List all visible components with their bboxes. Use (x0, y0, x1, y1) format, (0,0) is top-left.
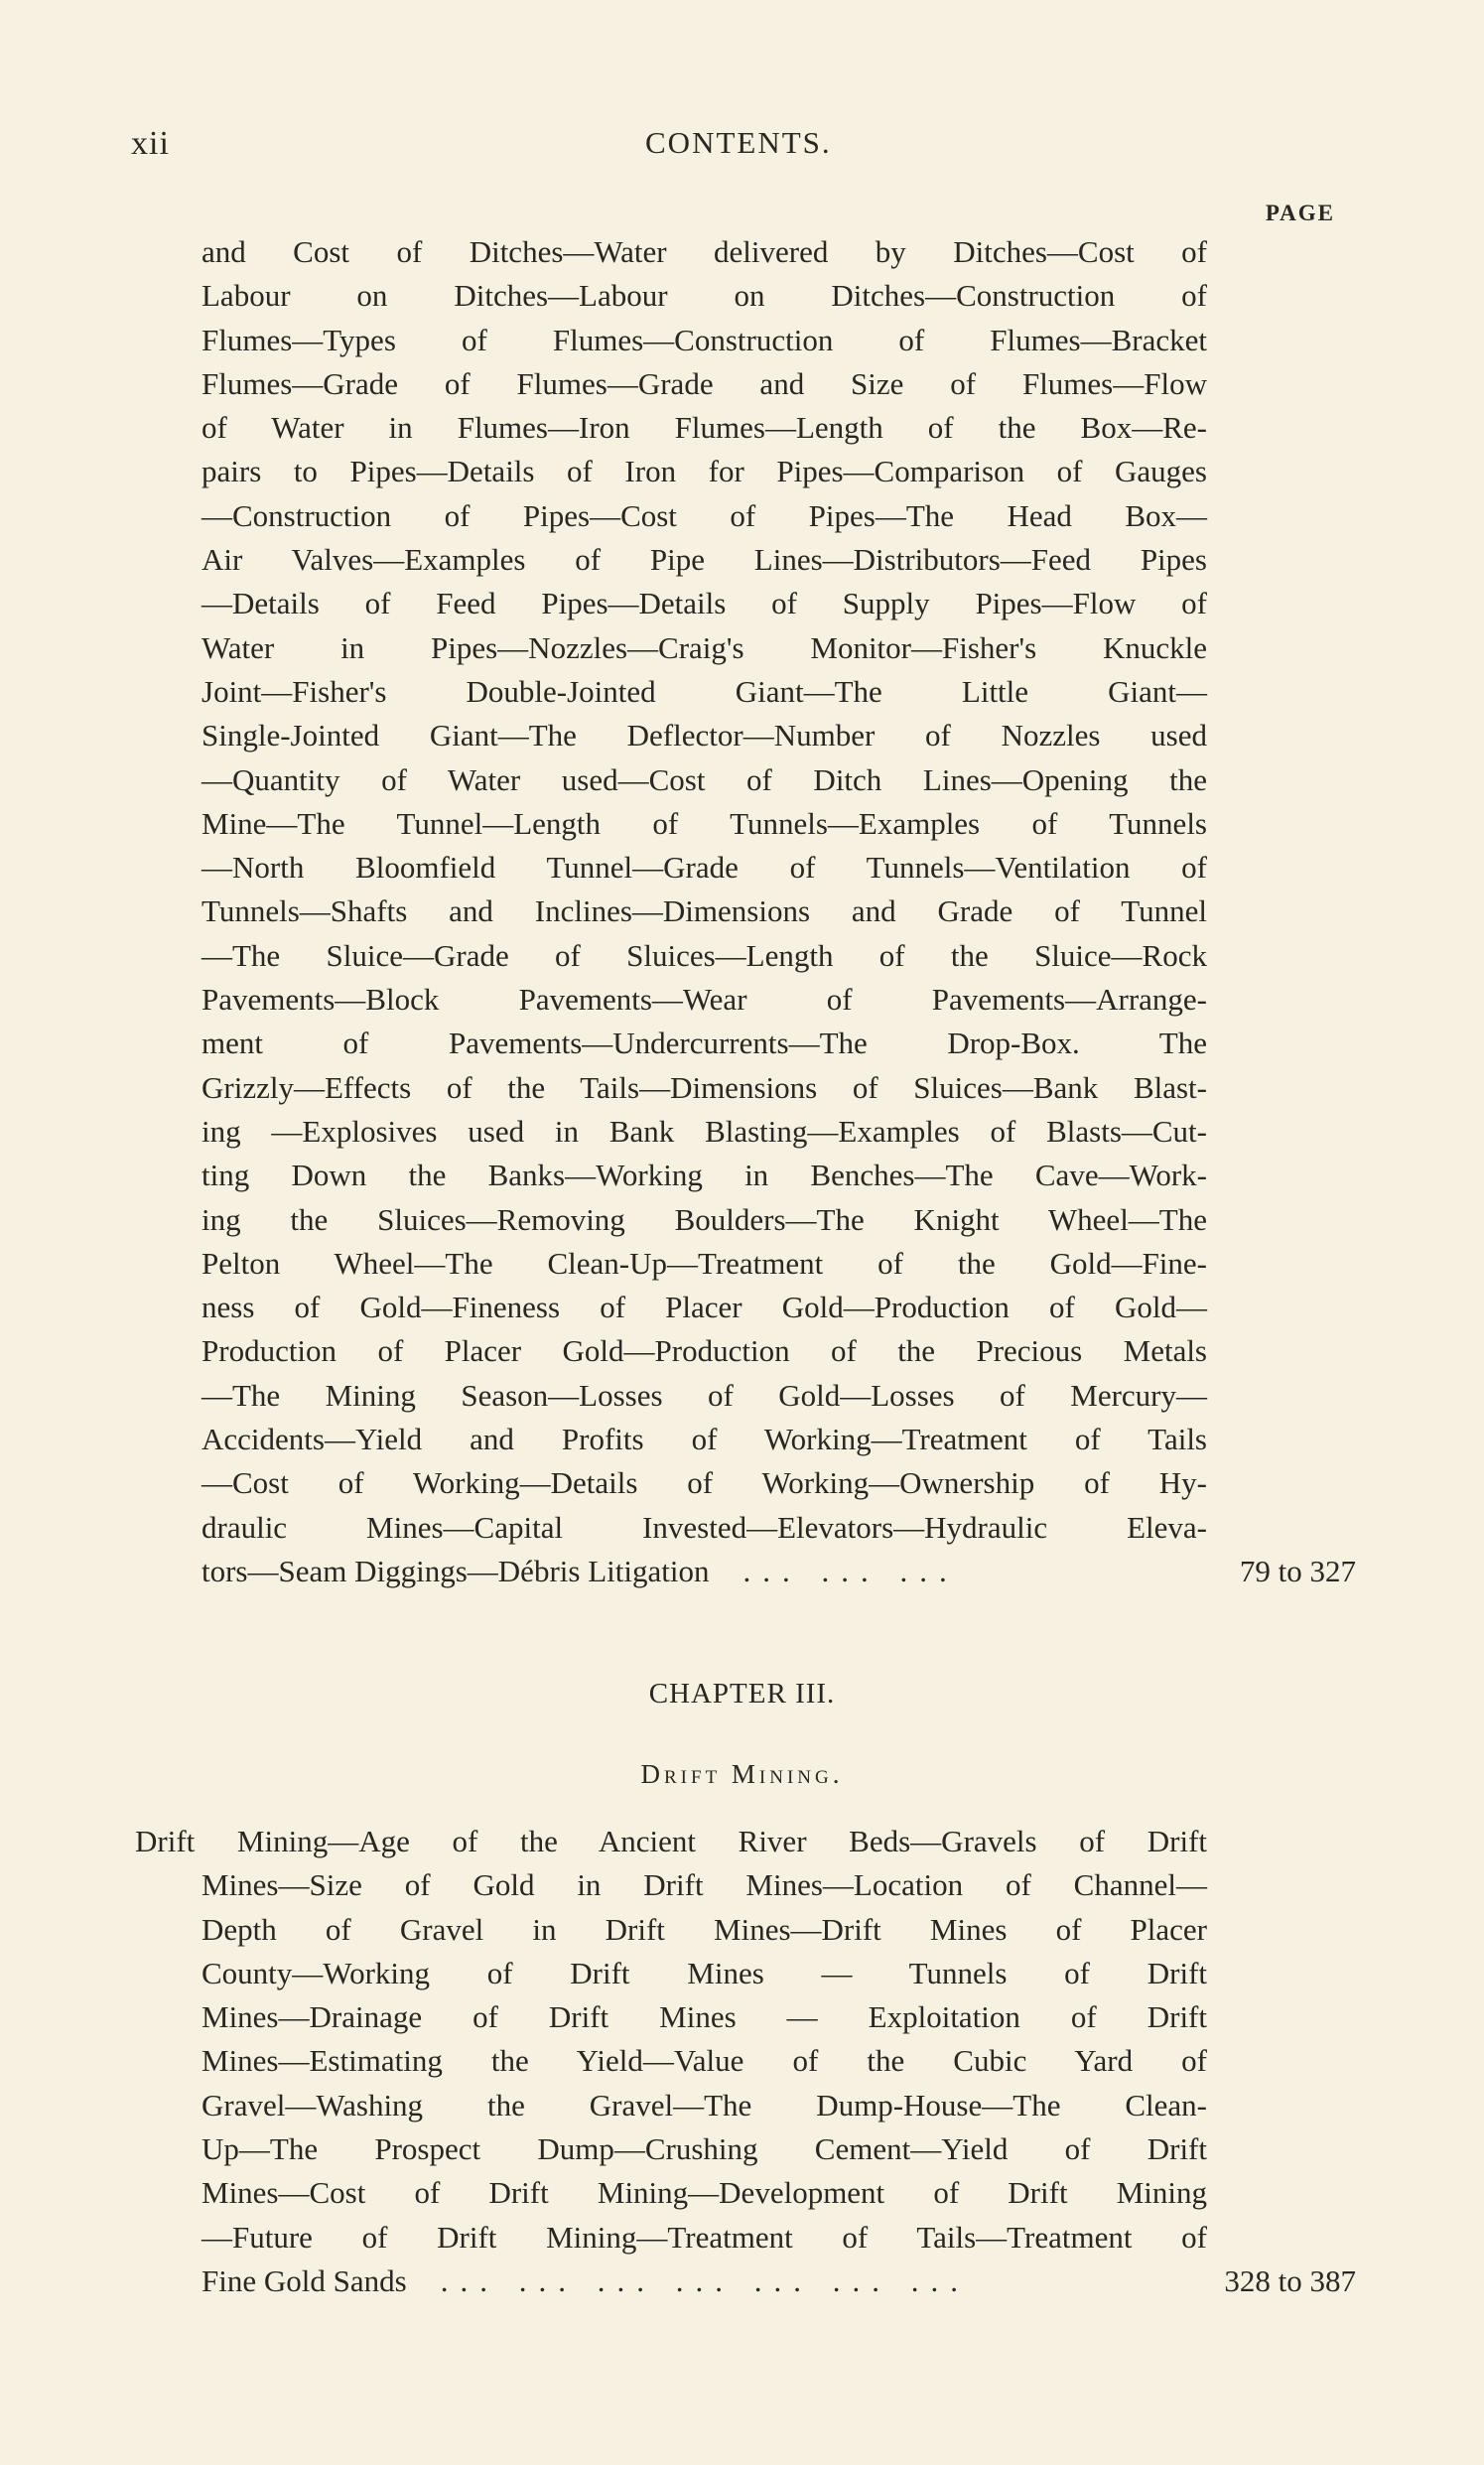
page-range: 79 to 327 (1239, 1553, 1356, 1588)
dot-leader: ... ... ... (742, 1553, 959, 1588)
contents-line: Mines—Cost of Drift Mining—Development of Drift Mining (202, 2175, 1207, 2211)
contents-line: Depth of Gravel in Drift Mines—Drift Mines of Placer (202, 1911, 1207, 1947)
contents-line: Single-Jointed Giant—The Deflector—Number of Nozzles used (202, 718, 1207, 753)
contents-line: Gravel—Washing the Gravel—The Dump-House—The Clean- (202, 2087, 1207, 2123)
contents-line: Accidents—Yield and Profits of Working—Treatment of Tails (202, 1422, 1207, 1457)
contents-line: Pelton Wheel—The Clean-Up—Treatment of the Gold—Fine- (202, 1245, 1207, 1281)
contents-line: Mines—Estimating the Yield—Value of the Cubic Yard of (202, 2043, 1207, 2079)
contents-line: Production of Placer Gold—Production of the Precious Metals (202, 1333, 1207, 1369)
contents-line: —Details of Feed Pipes—Details of Supply Pipes—Flow of (202, 586, 1207, 621)
dot-leader: ... ... ... ... ... ... ... (440, 2262, 970, 2298)
contents-line: Grizzly—Effects of the Tails—Dimensions of Sluices—Bank Blast- (202, 1069, 1207, 1105)
contents-line: —Quantity of Water used—Cost of Ditch Lines—Opening the (202, 761, 1207, 797)
contents-line: —The Mining Season—Losses of Gold—Losses of Mercury— (202, 1377, 1207, 1413)
contents-line: tors—Seam Diggings—Débris Litigation (202, 1553, 710, 1588)
contents-entry-chapter-3 (135, 1820, 1356, 2303)
contents-line: ing —Explosives used in Bank Blasting—Examples of Blasts—Cut- (202, 1113, 1207, 1149)
contents-last-line (202, 1550, 1356, 1593)
contents-line: Drift Mining—Age of the Ancient River Beds—Gravels of Drift (135, 1824, 1207, 1858)
contents-last-line (135, 2260, 1356, 2303)
contents-line: —Cost of Working—Details of Working—Ownership of Hy- (202, 1465, 1207, 1501)
contents-line: Mine—The Tunnel—Length of Tunnels—Examples of Tunnels (202, 805, 1207, 841)
contents-line: Air Valves—Examples of Pipe Lines—Distributors—Feed Pipes (202, 542, 1207, 578)
contents-line: of Water in Flumes—Iron Flumes—Length of the Box—Re- (202, 410, 1207, 446)
contents-line: Fine Gold Sands (202, 2262, 407, 2298)
contents-line: Up—The Prospect Dump—Crushing Cement—Yield of Drift (202, 2131, 1207, 2167)
page-column-label: PAGE (1265, 201, 1335, 225)
contents-line: ment of Pavements—Undercurrents—The Drop-Box. The (202, 1026, 1207, 1061)
page-number: xii (131, 125, 170, 162)
contents-line: Tunnels—Shafts and Inclines—Dimensions and Grade of Tunnel (202, 893, 1207, 929)
contents-line: —Construction of Pipes—Cost of Pipes—The Head Box— (202, 497, 1207, 533)
contents-line: Mines—Size of Gold in Drift Mines—Location of Channel— (202, 1867, 1207, 1903)
chapter-heading: CHAPTER III. (648, 1678, 836, 1710)
contents-line: ting Down the Banks—Working in Benches—The Cave—Work- (202, 1158, 1207, 1193)
contents-line: —Future of Drift Mining—Treatment of Tails—Treatment of (202, 2219, 1207, 2255)
contents-line: County—Working of Drift Mines — Tunnels of Drift (202, 1955, 1207, 1990)
contents-line: —The Sluice—Grade of Sluices—Length of the Sluice—Rock (202, 937, 1207, 973)
contents-line: —North Bloomfield Tunnel—Grade of Tunnels—Ventilation of (202, 850, 1207, 886)
contents-line: Flumes—Types of Flumes—Construction of Flumes—Bracket (202, 322, 1207, 357)
contents-line: pairs to Pipes—Details of Iron for Pipes—Comparison of Gauges (202, 454, 1207, 489)
contents-line: Flumes—Grade of Flumes—Grade and Size of Flumes—Flow (202, 365, 1207, 401)
contents-line: and Cost of Ditches—Water delivered by Ditches—Cost of (202, 234, 1207, 269)
contents-line: Labour on Ditches—Labour on Ditches—Construction of (202, 278, 1207, 314)
contents-line: Pavements—Block Pavements—Wear of Pavements—Arrange- (202, 982, 1207, 1018)
contents-line: Joint—Fisher's Double-Jointed Giant—The Little Giant— (202, 673, 1207, 709)
contents-entry-chapter-2 (202, 230, 1356, 1593)
chapter-title: Drift Mining. (640, 1759, 844, 1789)
contents-line: Mines—Drainage of Drift Mines — Exploitation of Drift (202, 1999, 1207, 2035)
page-range: 328 to 387 (1224, 2262, 1356, 2298)
contents-line: draulic Mines—Capital Invested—Elevators—Hydraulic Eleva- (202, 1509, 1207, 1545)
contents-line: ing the Sluices—Removing Boulders—The Knight Wheel—The (202, 1201, 1207, 1237)
contents-line: Water in Pipes—Nozzles—Craig's Monitor—Fisher's Knuckle (202, 629, 1207, 665)
running-title: CONTENTS. (645, 125, 832, 160)
page-header (0, 125, 1484, 169)
contents-line: ness of Gold—Fineness of Placer Gold—Production of Gold— (202, 1290, 1207, 1325)
